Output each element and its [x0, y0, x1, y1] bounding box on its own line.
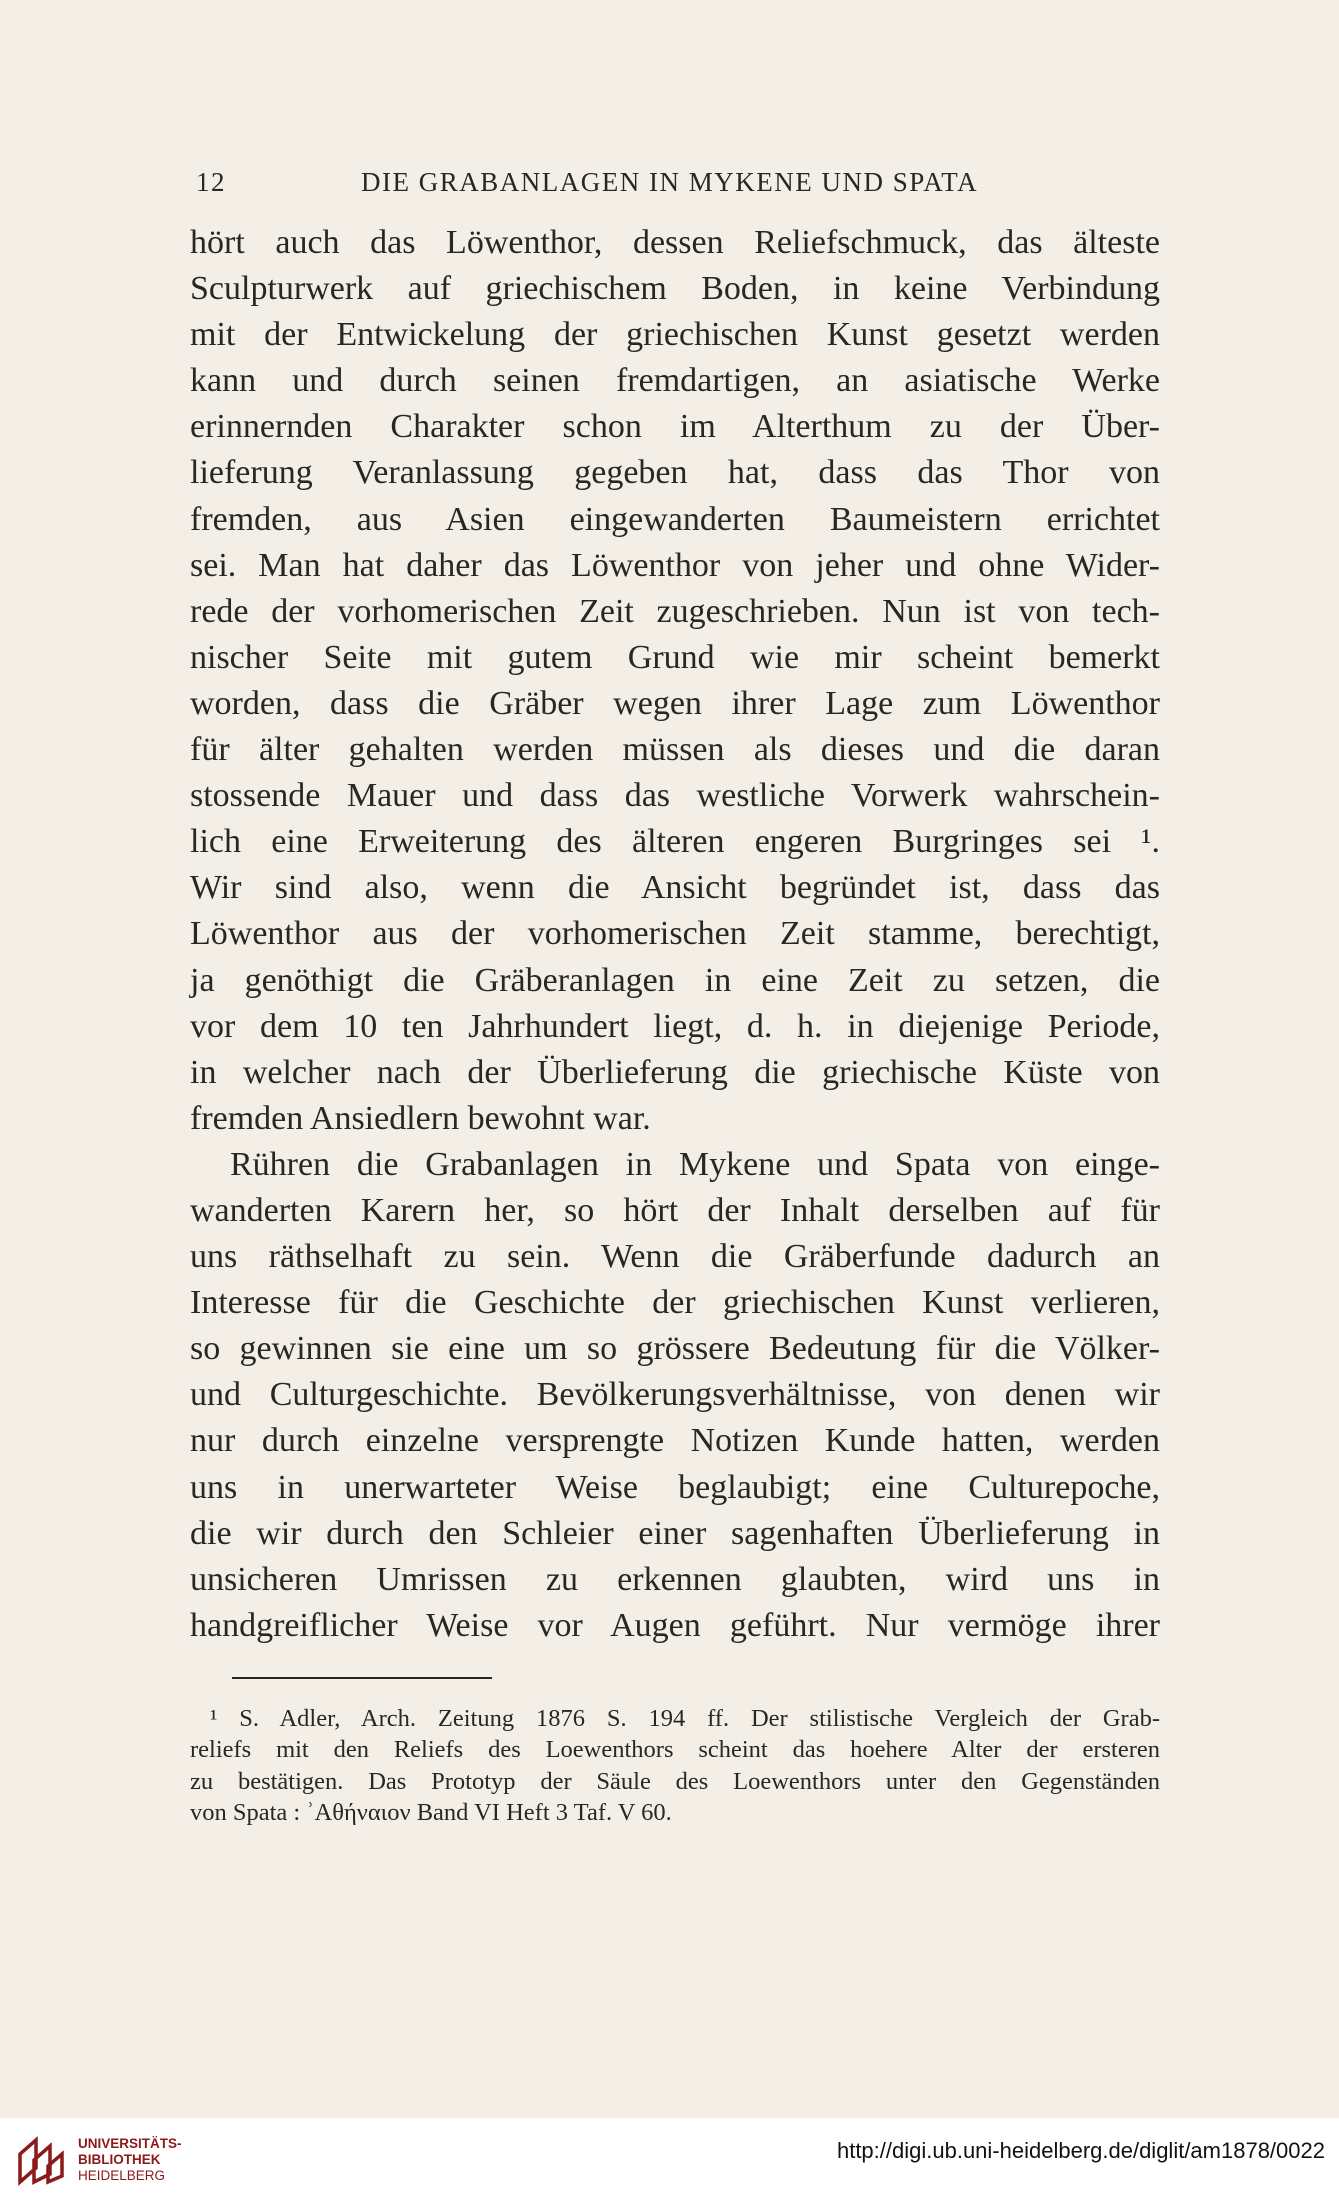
body-line: und Culturgeschichte. Bevölkerungsverhältnisse, von denen wir: [190, 1376, 1160, 1414]
running-title: DIE GRABANLAGEN IN MYKENE UND SPATA: [361, 167, 979, 197]
body-line: sei. Man hat daher das Löwenthor von jeher und ohne Wider-: [190, 546, 1160, 584]
body-line: nur durch einzelne versprengte Notizen Kunde hatten, werden: [190, 1422, 1160, 1460]
footnote-line: von Spata : ʾΑθήναιον Band VI Heft 3 Taf. V 60.: [190, 1798, 672, 1826]
body-line: so gewinnen sie eine um so grössere Bedeutung für die Völker-: [190, 1330, 1160, 1368]
institution-line: UNIVERSITÄTS-: [78, 2136, 182, 2151]
institution-line: HEIDELBERG: [78, 2168, 166, 2183]
body-line: lieferung Veranlassung gegeben hat, dass das Thor von: [190, 454, 1160, 492]
body-line: fremden Ansiedlern bewohnt war.: [190, 1099, 651, 1137]
body-line: uns räthselhaft zu sein. Wenn die Gräberfunde dadurch an: [190, 1238, 1160, 1276]
body-line: kann und durch seinen fremdartigen, an asiatische Werke: [190, 362, 1160, 400]
footnote-line: ¹ S. Adler, Arch. Zeitung 1876 S. 194 ff. Der stilistische Vergleich der Grab-: [210, 1705, 1160, 1732]
body-line: stossende Mauer und dass das westliche Vorwerk wahrschein-: [190, 777, 1160, 815]
body-line: unsicheren Umrissen zu erkennen glaubten, wird uns in: [190, 1560, 1160, 1598]
institution-name: [78, 2136, 182, 2184]
body-line: für älter gehalten werden müssen als dieses und die daran: [190, 731, 1160, 769]
body-line: Sculpturwerk auf griechischem Boden, in keine Verbindung: [190, 270, 1160, 308]
footnote: [190, 1703, 1160, 1828]
footnote-line: reliefs mit den Reliefs des Loewenthors scheint das hoehere Alter der ersteren: [190, 1736, 1160, 1764]
body-line: nischer Seite mit gutem Grund wie mir scheint bemerkt: [190, 638, 1160, 676]
body-line: fremden, aus Asien eingewanderten Baumeistern errichtet: [190, 500, 1160, 538]
body-line: erinnernden Charakter schon im Alterthum zu der Über-: [190, 408, 1160, 446]
body-text: [190, 220, 1160, 1649]
body-line: Wir sind also, wenn die Ansicht begründet ist, dass das: [190, 869, 1160, 907]
body-line: lich eine Erweiterung des älteren engeren Burgringes sei ¹.: [190, 823, 1160, 861]
footnote-line: zu bestätigen. Das Prototyp der Säule des Loewenthors unter den Gegenständen: [190, 1767, 1160, 1795]
body-line: ja genöthigt die Gräberanlagen in eine Zeit zu setzen, die: [190, 961, 1160, 999]
body-line: Interesse für die Geschichte der griechischen Kunst verlieren,: [190, 1284, 1160, 1322]
body-line: handgreiflicher Weise vor Augen geführt. Nur vermöge ihrer: [190, 1606, 1160, 1644]
body-line: die wir durch den Schleier einer sagenhaften Überlieferung in: [190, 1514, 1160, 1552]
body-line: vor dem 10 ten Jahrhundert liegt, d. h. in diejenige Periode,: [190, 1007, 1160, 1045]
institution-line: BIBLIOTHEK: [78, 2152, 161, 2167]
permalink-url[interactable]: http://digi.ub.uni-heidelberg.de/diglit/am1878/0022: [836, 2138, 1325, 2163]
footnote-divider: [232, 1677, 492, 1679]
library-logo-icon: [14, 2130, 68, 2186]
body-line: Rühren die Grabanlagen in Mykene und Spata von einge-: [230, 1145, 1160, 1183]
body-line: mit der Entwickelung der griechischen Kunst gesetzt werden: [190, 316, 1160, 354]
body-line: hört auch das Löwenthor, dessen Reliefschmuck, das älteste: [190, 224, 1160, 261]
body-line: uns in unerwarteter Weise beglaubigt; eine Culturepoche,: [190, 1468, 1160, 1506]
body-line: wanderten Karern her, so hört der Inhalt derselben auf für: [190, 1191, 1160, 1229]
body-line: Löwenthor aus der vorhomerischen Zeit stamme, berechtigt,: [190, 915, 1160, 953]
body-line: rede der vorhomerischen Zeit zugeschrieben. Nun ist von tech-: [190, 592, 1160, 630]
running-header: [196, 167, 1176, 201]
body-line: in welcher nach der Überlieferung die griechische Küste von: [190, 1053, 1160, 1091]
page-number: 12: [196, 167, 226, 197]
body-line: worden, dass die Gräber wegen ihrer Lage zum Löwenthor: [190, 684, 1160, 722]
